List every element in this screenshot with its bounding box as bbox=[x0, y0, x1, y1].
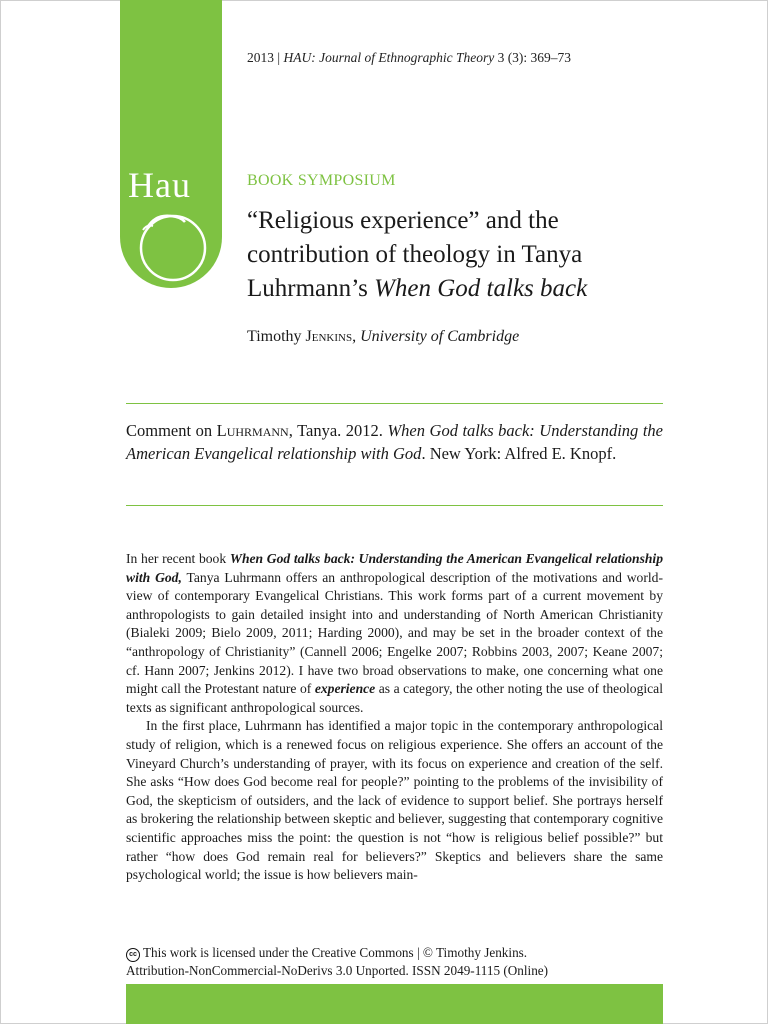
section-label: BOOK SYMPOSIUM bbox=[247, 172, 396, 189]
comment-year: , Tanya. 2012. bbox=[288, 421, 388, 440]
journal-volume-pages: 3 (3): 369–73 bbox=[497, 50, 572, 65]
body-paragraph-1 bbox=[126, 550, 663, 717]
p1-text-a: Tanya Luhrmann offers an anthropological description of the motivations and world-view of contemporary Evangelical Christians. This work forms part of a current movement by anthropologists to gain detailed insight into and understanding of North American Christianity (Bialeki 2009; Bielo 2009, 2011; Harding 2000), and may be set in the broader context of the “anthropology of Christianity” (Cannell 2006; Engelke 2007; Robbins 2003, 2007; Keane 2007; cf. Hann 2007; Jenkins 2012). I have two broad observations to make, one concerning what one might call the Protestant nature of bbox=[126, 569, 663, 697]
journal-name: : Journal of Ethnographic Theory bbox=[311, 50, 495, 65]
license-notice bbox=[126, 944, 663, 980]
author-separator: , bbox=[352, 328, 361, 345]
article-body bbox=[126, 550, 663, 885]
comment-publisher: . New York: Alfred E. Knopf. bbox=[421, 443, 617, 463]
author-line bbox=[247, 328, 519, 346]
divider-top bbox=[126, 403, 663, 404]
comment-book-title: When God talks back: Understanding the American Evangelical relationship with God bbox=[126, 421, 663, 463]
article-title-book: When God talks back bbox=[374, 275, 588, 302]
journal-logo: Hau bbox=[128, 165, 191, 205]
journal-year: 2013 bbox=[247, 50, 274, 65]
p1-intro: In her recent book bbox=[126, 551, 230, 566]
author-affiliation: University of Cambridge bbox=[360, 328, 520, 345]
p1-text-b: as a category, the other noting the use of theological texts as significant anthropological sources. bbox=[126, 681, 663, 715]
creative-commons-icon: cc bbox=[126, 948, 140, 962]
journal-name-short: HAU bbox=[283, 50, 312, 65]
journal-separator: | bbox=[277, 50, 281, 65]
p1-emphasis: experience bbox=[314, 681, 376, 697]
license-line-2: Attribution-NonCommercial-NoDerivs 3.0 Unported. ISSN 2049-1115 (Online) bbox=[126, 963, 549, 978]
body-paragraph-2: In the first place, Luhrmann has identified a major topic in the contemporary anthropological study of religion, which is a renewed focus on religious experience. She offers an account of the Vineyard Church’s understanding of prayer, with its focus on experience and creation of the self. She asks “How does God become real for people?” pointing to the problems of the invisibility of God, the skepticism of outsiders, and the lack of evidence to support belief. She portrays herself as brokering the relationship between skeptic and believer, suggesting that contemporary cognitive scientific approaches miss the point: the question is not “how is religious belief possible?” but rather “how does God remain real for believers?” Skeptics and believers share the same psychological world; the issue is how believers main- bbox=[126, 718, 663, 883]
article-title bbox=[247, 204, 687, 306]
ouroboros-ring-icon bbox=[133, 206, 213, 286]
license-line-1: This work is licensed under the Creative Commons | © Timothy Jenkins. bbox=[143, 945, 528, 960]
comment-prefix: Comment on bbox=[126, 421, 217, 440]
journal-citation-header bbox=[247, 50, 571, 66]
p1-book-title: When God talks back: Understanding the American Evangelical relationship with God, bbox=[126, 551, 663, 585]
article-title-main: “Religious experience” and the contribution of theology in Tanya Luhrmann’s bbox=[247, 207, 583, 302]
footer-bar bbox=[126, 984, 663, 1024]
author-last-name: Jenkins bbox=[305, 328, 353, 345]
comment-author: Luhrmann bbox=[216, 421, 289, 440]
divider-bottom bbox=[126, 505, 663, 506]
author-first-name: Timothy bbox=[247, 328, 306, 345]
comment-citation bbox=[126, 420, 663, 465]
